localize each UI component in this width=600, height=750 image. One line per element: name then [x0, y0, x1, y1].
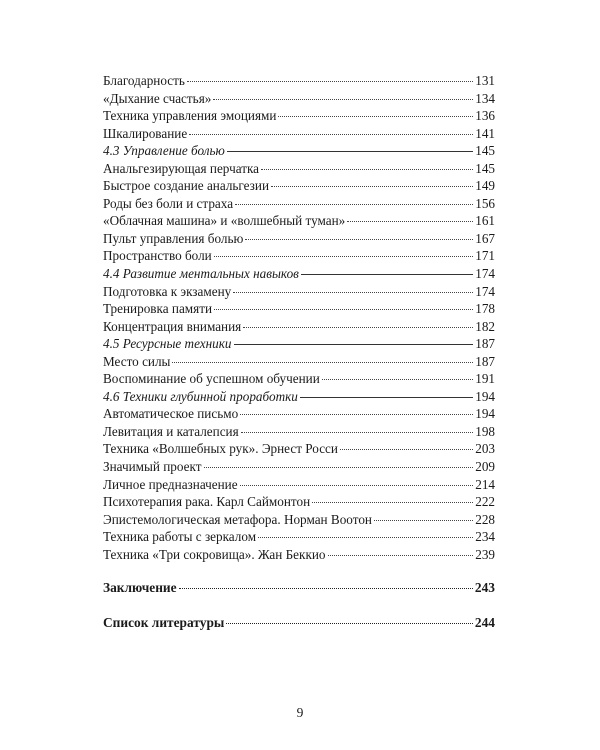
toc-conclusion-title: Заключение	[103, 580, 177, 596]
toc-bibliography-title: Список литературы	[103, 614, 225, 630]
dot-leader	[240, 414, 473, 415]
toc-entry-title: Пространство боли	[103, 248, 212, 264]
toc-entry[interactable]	[103, 546, 495, 564]
toc-entry-title: Воспоминание об успешном обучении	[103, 371, 320, 387]
toc-entry-title: Автоматическое письмо	[103, 406, 239, 422]
toc-entry-page: 145	[475, 160, 495, 176]
toc-entry-page: 187	[475, 353, 495, 369]
toc-entry-page: 149	[475, 178, 495, 194]
toc-entry-page: 134	[475, 90, 495, 106]
toc-entry-title: Техника управления эмоциями	[103, 108, 277, 124]
toc-entry-title: Анальгезирующая перчатка	[103, 160, 260, 176]
toc-entry[interactable]	[103, 300, 495, 318]
dot-leader	[328, 555, 474, 556]
toc-conclusion[interactable]	[103, 579, 495, 597]
toc-entry-page: 167	[475, 230, 495, 246]
dot-leader	[271, 186, 473, 187]
toc-entry[interactable]	[103, 177, 495, 195]
toc-section-page: 174	[475, 266, 495, 282]
dot-leader	[234, 344, 474, 345]
toc-section-title: 4.3 Управление болью	[103, 143, 225, 159]
toc-entry-page: 174	[475, 283, 495, 299]
toc-entry-page: 131	[475, 73, 495, 88]
toc-entry[interactable]	[103, 353, 495, 371]
toc-entry-page: 171	[475, 248, 495, 264]
toc-entry[interactable]	[103, 230, 495, 248]
toc-entry-title: Техника «Три сокровища». Жан Беккио	[103, 546, 326, 562]
toc-entry[interactable]	[103, 528, 495, 546]
toc-bibliography[interactable]	[103, 614, 495, 632]
toc-section-page: 145	[475, 143, 495, 159]
toc-entry-title: Пульт управления болью	[103, 230, 244, 246]
dot-leader	[179, 588, 473, 589]
dot-leader	[312, 502, 473, 503]
toc-entry-page: 156	[475, 195, 495, 211]
dot-leader	[241, 432, 474, 433]
toc-entry-title: Психотерапия рака. Карл Саймонтон	[103, 494, 311, 510]
dot-leader	[172, 362, 473, 363]
toc-entry-title: Роды без боли и страха	[103, 195, 234, 211]
dot-leader	[300, 397, 473, 398]
toc-entry-page: 222	[475, 494, 495, 510]
toc-entry[interactable]	[103, 107, 495, 125]
toc-entry-page: 198	[475, 423, 495, 439]
table-of-contents	[103, 72, 495, 631]
toc-entry[interactable]	[103, 370, 495, 388]
toc-bibliography-page: 244	[474, 614, 495, 630]
toc-section-title: 4.4 Развитие ментальных навыков	[103, 266, 299, 282]
toc-entry[interactable]	[103, 125, 495, 143]
toc-entry-page: 194	[475, 406, 495, 422]
toc-section-heading[interactable]	[103, 335, 495, 353]
spacer	[103, 597, 495, 614]
toc-entry-title: Техника работы с зеркалом	[103, 529, 257, 545]
toc-entry-title: Техника «Волшебных рук». Эрнест Росси	[103, 441, 338, 457]
toc-entry[interactable]	[103, 247, 495, 265]
toc-entry-title: Эпистемологическая метафора. Норман Воотон	[103, 511, 372, 527]
toc-entry-page: 141	[475, 125, 495, 141]
dot-leader	[214, 256, 473, 257]
toc-entry-page: 191	[475, 371, 495, 387]
toc-entry-title: Тренировка памяти	[103, 301, 213, 317]
toc-entry-title: «Облачная машина» и «волшебный туман»	[103, 213, 346, 229]
toc-entry[interactable]	[103, 212, 495, 230]
toc-entry-title: Концентрация внимания	[103, 318, 242, 334]
toc-conclusion-page: 243	[474, 580, 495, 596]
toc-entry-title: Быстрое создание анальгезии	[103, 178, 270, 194]
dot-leader	[278, 116, 473, 117]
toc-entry[interactable]	[103, 476, 495, 494]
toc-entry[interactable]	[103, 405, 495, 423]
dot-leader	[226, 623, 473, 624]
toc-entry-title: Левитация и каталепсия	[103, 423, 239, 439]
dot-leader	[214, 309, 473, 310]
toc-entry[interactable]	[103, 423, 495, 441]
toc-entry-page: 214	[475, 476, 495, 492]
toc-entry[interactable]	[103, 440, 495, 458]
toc-section-page: 187	[475, 336, 495, 352]
toc-section-heading[interactable]	[103, 142, 495, 160]
toc-entry-page: 209	[475, 459, 495, 475]
toc-entry[interactable]	[103, 195, 495, 213]
dot-leader	[233, 292, 473, 293]
toc-section-title: 4.6 Техники глубинной проработки	[103, 388, 298, 404]
dot-leader	[187, 81, 473, 82]
dot-leader	[189, 134, 473, 135]
toc-section-page: 194	[475, 388, 495, 404]
toc-entry-page: 228	[475, 511, 495, 527]
dot-leader	[301, 274, 473, 275]
toc-entry-title: Значимый проект	[103, 459, 202, 475]
dot-leader	[213, 99, 473, 100]
dot-leader	[243, 327, 473, 328]
toc-entry-title: Место силы	[103, 353, 171, 369]
toc-entry[interactable]	[103, 511, 495, 529]
dot-leader	[227, 151, 473, 152]
toc-entry-title: Шкалирование	[103, 125, 188, 141]
dot-leader	[347, 221, 473, 222]
toc-entry-page: 239	[475, 546, 495, 562]
dot-leader	[322, 379, 473, 380]
toc-entry[interactable]	[103, 458, 495, 476]
toc-section-title: 4.5 Ресурсные техники	[103, 336, 232, 352]
dot-leader	[245, 239, 473, 240]
dot-leader	[340, 449, 473, 450]
toc-entry-page: 234	[475, 529, 495, 545]
dot-leader	[204, 467, 474, 468]
dot-leader	[258, 537, 473, 538]
dot-leader	[261, 169, 473, 170]
toc-entry-title: «Дыхание счастья»	[103, 90, 212, 106]
spacer	[103, 563, 495, 579]
toc-entry[interactable]	[103, 493, 495, 511]
toc-entry[interactable]	[103, 318, 495, 336]
page-number: 9	[296, 705, 304, 720]
dot-leader	[374, 520, 473, 521]
toc-entry-page: 203	[475, 441, 495, 457]
toc-entry-page: 161	[475, 213, 495, 229]
dot-leader	[240, 485, 474, 486]
toc-entry-page: 136	[475, 108, 495, 124]
toc-entry[interactable]	[103, 72, 495, 90]
toc-section-heading[interactable]	[103, 265, 495, 283]
toc-entry-title: Личное предназначение	[103, 476, 238, 492]
toc-entry-title: Благодарность	[103, 73, 185, 88]
toc-section-heading[interactable]	[103, 388, 495, 406]
toc-entry[interactable]	[103, 283, 495, 301]
toc-entry-title: Подготовка к экзамену	[103, 283, 232, 299]
toc-entry-page: 178	[475, 301, 495, 317]
toc-entry[interactable]	[103, 90, 495, 108]
toc-entry[interactable]	[103, 160, 495, 178]
toc-entry-page: 182	[475, 318, 495, 334]
dot-leader	[235, 204, 473, 205]
